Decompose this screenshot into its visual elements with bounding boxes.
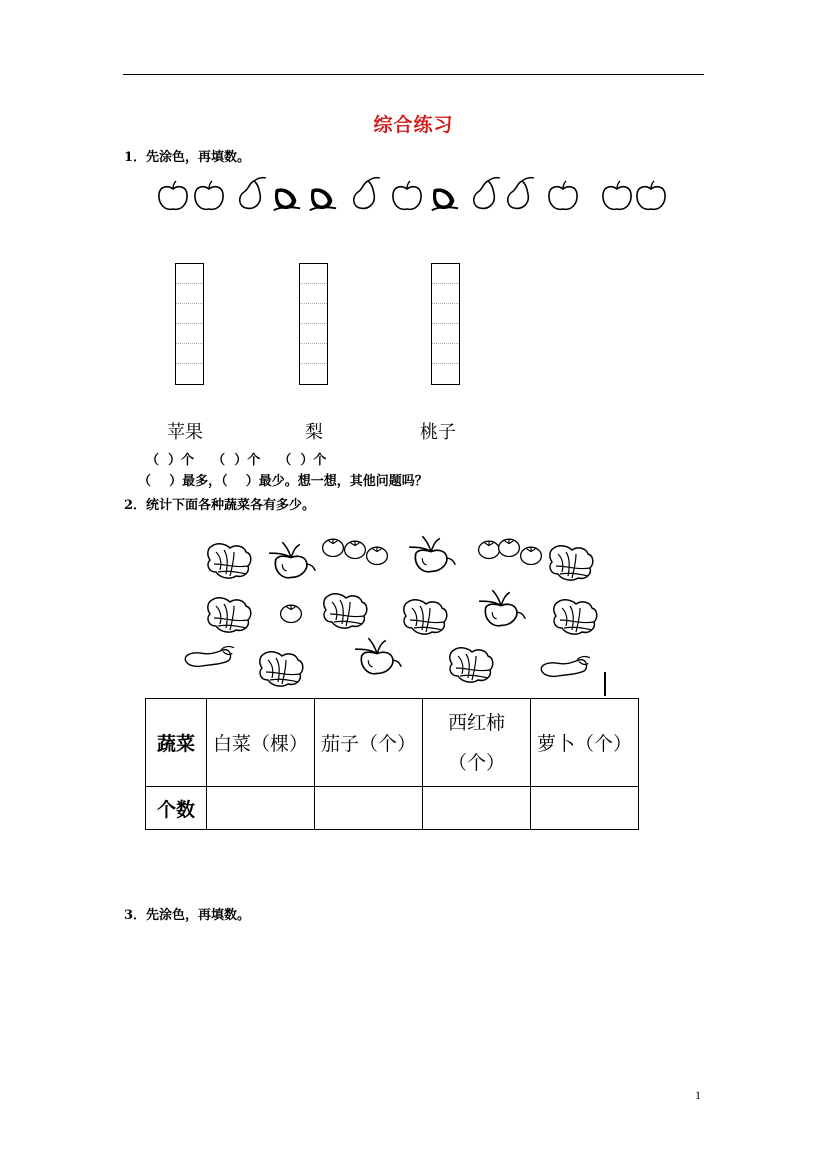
table-header-radish: 萝卜（个） (531, 699, 639, 787)
radish-icon (479, 590, 525, 626)
table-header-tomato (423, 699, 531, 787)
cabbage-icon (208, 544, 251, 578)
peach-icon (274, 188, 300, 210)
fruit-row (156, 176, 676, 216)
question-2-prompt: 2．统计下面各种蔬菜各有多少。 (124, 498, 316, 513)
tomato-icon (367, 547, 388, 564)
peach-icon (432, 188, 458, 210)
tomato-icon (521, 547, 542, 564)
radish-icon (355, 638, 401, 674)
header-rule (123, 74, 704, 75)
apple-icon (393, 181, 421, 209)
tomato-icon (479, 541, 500, 558)
tomato-icon (499, 539, 520, 556)
pear-icon (240, 178, 266, 209)
apple-coloring-column[interactable] (175, 263, 204, 385)
question-3-prompt: 3．先涂色，再填数。 (124, 908, 251, 923)
eggplant-icon (541, 657, 590, 677)
apple-icon (195, 181, 223, 209)
radish-count-cell[interactable] (531, 787, 639, 830)
table-row-label: 个数 (146, 787, 207, 830)
cabbage-icon (404, 600, 447, 634)
tomato-header-name: 西红柿 (447, 711, 505, 734)
apple-icon (549, 181, 577, 209)
tomato-icon (323, 539, 344, 556)
page-title: 综合练习 (373, 114, 454, 136)
peach-icon (310, 188, 336, 210)
vegetable-illustration (180, 530, 620, 700)
eggplant-count-cell[interactable] (315, 787, 423, 830)
most-least-question: （ ）最多，（ ）最少。想一想，其他问题吗？ (138, 474, 428, 489)
pear-icon (474, 178, 500, 209)
tomato-icon (345, 541, 366, 558)
apple-label: 苹果 (167, 422, 203, 443)
cabbage-icon (550, 546, 593, 580)
cabbage-icon (450, 648, 493, 682)
peach-coloring-column[interactable] (431, 263, 460, 385)
pear-icon (354, 178, 380, 209)
page-number: 1 (695, 1088, 701, 1102)
cabbage-icon (208, 598, 251, 632)
tomato-header-unit: （个） (447, 751, 505, 774)
tomato-count-cell[interactable] (423, 787, 531, 830)
table-header-cabbage: 白菜（棵） (207, 699, 315, 787)
apple-icon (159, 181, 187, 209)
cabbage-icon (260, 652, 303, 686)
table-header-label: 蔬菜 (146, 699, 207, 787)
table-header-eggplant: 茄子（个） (315, 699, 423, 787)
vegetable-count-table (145, 698, 639, 830)
cabbage-count-cell[interactable] (207, 787, 315, 830)
pear-icon (508, 178, 534, 209)
count-blanks-line: （ ）个 （ ）个 （ ）个 (146, 453, 327, 468)
peach-label: 桃子 (420, 422, 456, 443)
tomato-icon (281, 605, 302, 622)
pear-label: 梨 (305, 422, 323, 443)
cabbage-icon (324, 594, 367, 628)
question-1-prompt: 1．先涂色，再填数。 (124, 150, 251, 165)
apple-icon (603, 181, 631, 209)
apple-icon (637, 181, 665, 209)
cabbage-icon (554, 600, 597, 634)
radish-icon (409, 536, 455, 572)
radish-icon (269, 542, 315, 578)
eggplant-icon (185, 647, 234, 667)
pear-coloring-column[interactable] (299, 263, 328, 385)
